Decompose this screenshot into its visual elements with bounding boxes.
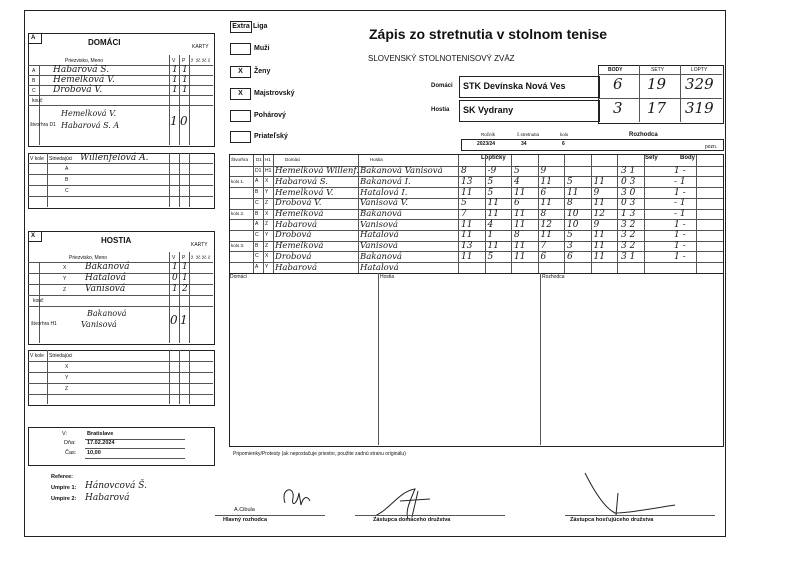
match-set-score: 11 (567, 187, 579, 198)
kolo-label: kolo (560, 132, 569, 137)
match-set-score: 7 (461, 209, 467, 219)
match-set-score: 11 (514, 209, 526, 219)
home-subs-row: C (65, 188, 69, 194)
federation-name: SLOVENSKÝ STOLNOTENISOVÝ ZVÄZ (368, 54, 515, 63)
away-player-p: 1 (182, 262, 188, 272)
match-set-score: 12 (593, 209, 605, 219)
match-set-score: 5 (567, 176, 573, 187)
match-set-score: 8 (514, 230, 520, 241)
match-set-score: 11 (593, 230, 605, 241)
match-away-player: Bakanová I. (360, 176, 411, 187)
match-set-score: 3 (567, 241, 573, 252)
match-body: - 1 (674, 198, 686, 209)
away-player-p: 1 (182, 273, 188, 283)
match-set-score: 5 (567, 230, 573, 241)
match-set-score: 7 (540, 241, 547, 252)
match-set-score: 11 (514, 187, 526, 198)
venue-dna: 17.02.2024 (87, 440, 115, 446)
home-body: 6 (613, 75, 623, 93)
home-col-p: P (182, 58, 186, 64)
away-player-name: Hatalová (85, 273, 126, 283)
match-home-pos: C (255, 253, 259, 260)
protests-label: Pripomienky/Protesty (ak nepostačuje priestor, použite zadnú stranu originálu) (233, 451, 406, 457)
match-kolo: kolo 3. (231, 243, 245, 249)
match-away-pos: Y (265, 189, 269, 196)
away-pos: Z (63, 287, 67, 293)
home-kouc-label: kouč (32, 98, 43, 104)
home-player-v: 1 (172, 75, 178, 85)
home-pos: B (32, 78, 36, 84)
umpire2-label: Umpire 2: (51, 496, 77, 502)
away-subs-col: Striedajúci (49, 353, 73, 359)
notes-domaci: Domáci (230, 274, 247, 280)
notes-rozhodca: Rozhodca (542, 274, 565, 280)
venue-dna-label: Dňa: (64, 440, 76, 446)
match-set-score: 4 (487, 219, 494, 230)
match-away-player: Bakanová (360, 209, 402, 219)
match-sety: 3 2 (621, 230, 636, 241)
match-home-player: Hemelková (275, 209, 324, 219)
away-subs-row: Z (65, 386, 69, 392)
away-col-p: P (182, 255, 186, 261)
match-body: - 1 (674, 176, 686, 187)
main-referee-label: Hlavný rozhodca (223, 517, 268, 523)
match-body: 1 - (674, 219, 686, 230)
away-subs-row: X (65, 364, 69, 370)
col-lopty: LOPTY (691, 67, 708, 73)
match-grid (229, 154, 724, 274)
venue-v-label: V: (62, 431, 67, 437)
match-home-pos: D1 (255, 167, 262, 174)
home-subs-entry: Willenfelová A. (80, 153, 149, 163)
col-sety-head: Sety (645, 155, 658, 161)
away-kouc-label: kouč (33, 298, 44, 304)
match-home-pos: A (255, 221, 259, 228)
home-player-v: 1 (172, 85, 178, 95)
away-subs-row: Y (65, 375, 69, 381)
home-player-name: Habarová S. (53, 65, 110, 75)
match-home-player: Hemelková Willenf. (275, 166, 359, 177)
away-pos: Y (63, 276, 67, 282)
category-label: Muži (254, 45, 270, 52)
home-doubles-v: 1 (170, 114, 178, 128)
match-away-pos: Y (265, 231, 269, 238)
match-home-player: Drobová (275, 251, 312, 262)
grid-head-svorhra: Štvorhra (231, 157, 249, 162)
col-sety: SETY (651, 67, 665, 73)
match-sety: 3 2 (621, 219, 636, 230)
home-card-col: č (208, 58, 211, 63)
match-away-pos: H1 (265, 167, 272, 174)
venue-box (28, 427, 215, 466)
season-box (461, 139, 724, 151)
away-doubles-label: štvorhra H1 (31, 321, 57, 327)
home-pos: C (32, 88, 36, 94)
home-rep-label: Zástupca domáceho družstva (373, 517, 451, 523)
home-side-mark: A (31, 35, 36, 41)
away-player-v: 1 (172, 262, 178, 272)
match-body: 1 - (674, 251, 686, 262)
home-doubles-p: 0 (180, 114, 188, 128)
match-home-player: Habarová (275, 262, 318, 273)
match-set-score: 11 (514, 241, 526, 252)
score-sheet (24, 10, 726, 537)
rozhodca-label: Rozhodca (629, 132, 658, 138)
match-set-score: 5 (461, 198, 467, 209)
match-set-score: 5 (487, 187, 494, 198)
away-col-v: V (172, 255, 176, 261)
home-name-header: Priezvisko, Meno (65, 58, 104, 64)
away-card-col: žč (196, 255, 201, 260)
match-home-pos: A (255, 178, 259, 185)
away-doubles-p: 1 (180, 313, 188, 327)
match-set-score: 11 (461, 230, 473, 241)
pozn-label: pozn. (705, 144, 718, 150)
match-home-pos: A (255, 264, 259, 270)
home-doubles-name: Habarová S. A (61, 121, 120, 130)
home-title: DOMÁCI (88, 38, 121, 47)
away-card-col: ž (191, 255, 194, 260)
match-away-pos: Y (265, 264, 269, 270)
rocnik-label: Ročník (481, 132, 496, 137)
match-away-pos: X (265, 210, 269, 217)
category-mark[interactable] (230, 43, 251, 55)
cislo-value: 34 (521, 141, 527, 147)
match-away-pos: X (265, 178, 269, 185)
away-player-v: 0 (172, 273, 178, 283)
match-set-score: 6 (567, 251, 573, 262)
match-set-score: 6 (540, 251, 547, 262)
category-mark[interactable]: Extra (230, 21, 252, 33)
match-home-pos: B (255, 242, 259, 249)
category-label: Liga (253, 23, 268, 30)
away-side-mark: X (31, 233, 36, 239)
away-doubles-name: Bakanová (87, 309, 127, 318)
match-away-player: Vanisová (360, 219, 398, 230)
home-karty-label: KARTY (192, 44, 209, 50)
match-sety: 1 3 (621, 209, 636, 219)
away-lopty: 319 (685, 99, 714, 117)
home-doubles-label: štvorhra D1 (30, 122, 56, 128)
match-set-score: 4 (514, 176, 520, 187)
umpire1-name: Hánovcová Š. (85, 481, 147, 491)
venue-cas: 10,00 (87, 450, 101, 456)
match-sety: 0 3 (621, 176, 636, 187)
grid-head-h1: H1 (265, 157, 271, 162)
match-set-score: 9 (593, 219, 600, 230)
match-home-player: Drobová (275, 230, 312, 241)
category-label: Pohárový (254, 112, 286, 119)
match-away-pos: Z (265, 242, 269, 249)
match-set-score: 11 (487, 241, 499, 252)
away-title: HOSTIA (101, 236, 132, 245)
match-kolo: kolo 1. (231, 178, 245, 184)
match-set-score: 6 (514, 198, 520, 209)
match-home-player: Hemelková (275, 241, 324, 252)
match-body: 1 - (674, 241, 686, 252)
home-col-v: V (172, 58, 176, 64)
match-home-player: Hemelková V. (275, 187, 334, 198)
category-label: Majstrovský (254, 90, 295, 97)
away-name-header: Priezvisko, Meno (69, 255, 108, 261)
match-set-score: 11 (540, 176, 552, 187)
match-set-score: 9 (593, 187, 600, 198)
match-set-score: 11 (593, 198, 605, 209)
away-team-name: SK Vydrany (463, 105, 514, 115)
home-subs-label: V kole (30, 156, 44, 162)
match-set-score: 11 (487, 209, 499, 219)
home-lopty: 329 (685, 75, 714, 93)
match-home-pos: B (255, 210, 259, 217)
away-karty-label: KARTY (191, 242, 208, 248)
away-label: Hostia (431, 107, 450, 113)
away-pos: X (63, 265, 67, 271)
match-home-pos: C (255, 199, 259, 206)
match-home-player: Habarová (275, 219, 318, 230)
match-set-score: 11 (461, 251, 473, 262)
match-set-score: 11 (487, 198, 499, 209)
away-rep-signature (580, 463, 680, 518)
match-set-score: 6 (540, 187, 547, 198)
match-body: - 1 (674, 209, 686, 219)
grid-head-domaci: Domáci (285, 157, 301, 162)
away-card-col: č (208, 255, 211, 260)
category-label: Priateľský (254, 133, 288, 140)
cislo-label: č.stretnutia (517, 132, 540, 137)
notes-area (229, 273, 724, 447)
match-set-score: 11 (593, 241, 605, 252)
away-player-name: Bakanová (85, 262, 130, 272)
grid-head-d1: D1 (256, 157, 262, 162)
kolo-value: 6 (562, 141, 565, 147)
match-set-score: -9 (487, 166, 497, 177)
match-sety: 3 0 (621, 187, 636, 198)
match-sety: 3 2 (621, 241, 636, 252)
category-mark[interactable] (230, 131, 251, 143)
category-mark[interactable]: X (230, 66, 251, 78)
away-player-p: 2 (182, 284, 188, 294)
match-body: 1 - (674, 230, 686, 241)
grid-head-hostia: Hostia (370, 157, 383, 162)
away-subs-label: V kole (30, 353, 44, 359)
match-set-score: 13 (461, 176, 473, 187)
match-set-score: 9 (540, 166, 547, 177)
home-player-p: 1 (182, 65, 188, 75)
match-set-score: 11 (593, 176, 605, 187)
home-card-col: ž (191, 58, 194, 63)
match-set-score: 13 (461, 241, 473, 252)
match-home-pos: B (255, 189, 259, 196)
match-set-score: 11 (593, 251, 605, 262)
match-set-score: 11 (514, 219, 526, 230)
category-mark[interactable] (230, 110, 251, 122)
match-home-player: Habarová S. (275, 176, 328, 187)
match-body: 1 - (674, 166, 686, 177)
home-pos: A (32, 68, 36, 74)
home-label: Domáci (431, 83, 453, 89)
home-doubles-name: Hemelková V. (61, 109, 117, 118)
match-away-player: Hatalová (360, 262, 399, 273)
match-away-player: Hatalová I. (360, 187, 408, 198)
match-set-score: 8 (567, 198, 573, 209)
match-set-score: 11 (540, 198, 552, 209)
notes-hostia: Hostia (380, 274, 395, 280)
match-set-score: 10 (567, 209, 579, 219)
home-player-v: 1 (172, 65, 178, 75)
category-mark[interactable]: X (230, 88, 251, 100)
match-body: 1 - (674, 187, 686, 198)
match-set-score: 5 (514, 166, 520, 177)
match-set-score: 12 (540, 219, 552, 230)
match-home-player: Drobová V. (275, 198, 322, 209)
match-away-pos: Z (265, 199, 269, 206)
match-kolo: kolo 2. (231, 211, 245, 216)
home-player-p: 1 (182, 85, 188, 95)
umpire2-name: Habarová (85, 493, 130, 503)
match-away-player: Vanisová (360, 241, 398, 252)
col-body: BODY (608, 67, 623, 73)
match-away-player: Hatalová (360, 230, 399, 241)
home-team-name: STK Devínska Nová Ves (463, 81, 566, 91)
match-set-score: 8 (540, 209, 547, 219)
rocnik-value: 2023/24 (477, 141, 496, 147)
col-body-head: Body (680, 155, 695, 161)
venue-v: Bratislave (87, 431, 114, 437)
match-set-score: 11 (461, 187, 473, 198)
match-set-score: 1 (487, 230, 494, 241)
home-player-p: 1 (182, 75, 188, 85)
away-body: 3 (613, 99, 623, 117)
match-set-score: 8 (461, 166, 467, 177)
main-referee-signature (255, 483, 315, 513)
match-home-pos: C (255, 231, 259, 238)
home-card-col: žč (202, 58, 207, 63)
page-title: Zápis zo stretnutia v stolnom tenise (369, 26, 608, 42)
col-lopticky: Loptičky (481, 155, 506, 161)
home-card-col: žč (196, 58, 201, 63)
referee-heading: Referee: (51, 474, 74, 480)
match-away-pos: X (265, 253, 269, 260)
match-set-score: 11 (514, 251, 526, 262)
match-set-score: 11 (461, 219, 473, 230)
away-player-v: 1 (172, 284, 178, 294)
away-doubles-name: Vanisová (81, 320, 117, 329)
match-sety: 3 1 (621, 166, 636, 177)
match-set-score: 10 (567, 219, 579, 230)
match-set-score: 5 (487, 176, 494, 187)
umpire1-label: Umpire 1: (51, 485, 77, 491)
away-rep-label: Zástupca hosťujúceho družstva (570, 517, 654, 523)
home-player-name: Hemelková V. (53, 75, 115, 85)
home-subs-row: A (65, 166, 69, 172)
away-sety: 17 (647, 99, 667, 117)
away-doubles-v: 0 (170, 313, 178, 327)
home-sety: 19 (647, 75, 667, 93)
match-away-player: Bakanová Vanisová (360, 166, 443, 177)
home-subs-col: Striedajúci (49, 156, 73, 162)
away-card-col: žč (202, 255, 207, 260)
home-player-name: Drobová V. (53, 85, 103, 95)
category-label: Ženy (254, 68, 271, 75)
match-away-pos: Z (265, 221, 269, 228)
venue-cas-label: Čas: (65, 450, 77, 456)
match-sety: 3 1 (621, 251, 636, 262)
away-player-name: Vanisová (85, 284, 126, 294)
match-set-score: 5 (487, 251, 494, 262)
match-sety: 0 3 (621, 198, 636, 209)
match-away-player: Bakanová (360, 251, 402, 262)
main-referee-name: A.Cibula (234, 507, 255, 513)
match-set-score: 11 (540, 230, 552, 241)
home-subs-row: B (65, 177, 69, 183)
match-away-player: Vanisová V. (360, 198, 409, 209)
